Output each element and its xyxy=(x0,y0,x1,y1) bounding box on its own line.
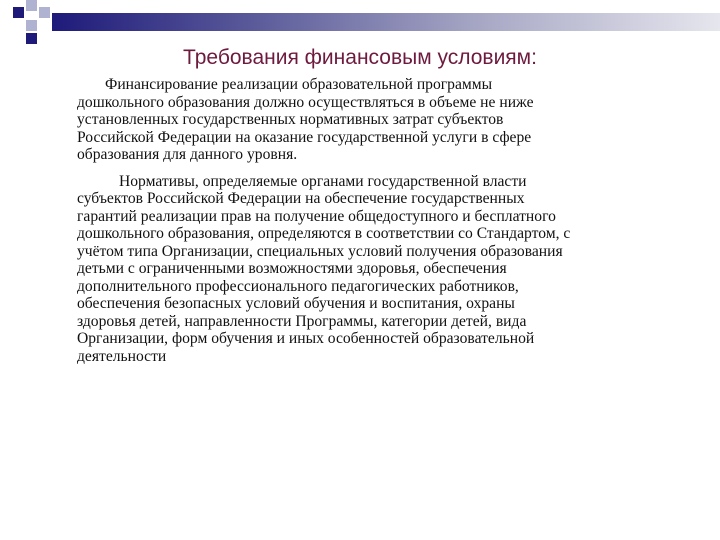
paragraph-line: здоровья детей, направленности Программы, категории детей, вида xyxy=(77,312,527,330)
slide-title: Требования финансовым условиям: xyxy=(183,46,537,69)
paragraph-line: детьми с ограниченными возможностями здоровья, обеспечения xyxy=(77,260,507,277)
decor-square-1 xyxy=(13,7,24,18)
paragraph-line: дошкольного образования должно осуществляться в объеме не ниже xyxy=(77,93,534,111)
paragraph-line: образования для данного уровня. xyxy=(77,146,298,163)
paragraph-line: Нормативы, определяемые органами государственной власти xyxy=(119,172,527,190)
paragraph-line: Организации, форм обучения и иных особенностей образовательной xyxy=(77,330,535,347)
slide-body xyxy=(77,76,657,365)
paragraph-line: деятельности xyxy=(77,347,167,365)
paragraph-funding xyxy=(77,76,657,164)
decor-square-2 xyxy=(26,0,37,11)
paragraph-line: установленных государственных нормативных затрат субъектов xyxy=(77,111,504,128)
paragraph-line: Российской Федерации на оказание государственной услуги в сфере xyxy=(77,128,532,146)
top-gradient-bar xyxy=(52,13,720,31)
decor-square-5 xyxy=(26,33,37,44)
paragraph-line: обеспечения безопасных условий обучения и воспитания, охраны xyxy=(77,295,515,312)
paragraph-line: учётом типа Организации, специальных условий получения образования xyxy=(77,242,563,260)
paragraph-line: гарантий реализации прав на получение общедоступного и бесплатного xyxy=(77,207,556,225)
paragraph-line: дошкольного образования, определяются в соответствии со Стандартом, с xyxy=(77,225,571,242)
paragraph-line: Финансирование реализации образовательной программы xyxy=(105,76,493,93)
paragraph-norms xyxy=(77,173,657,366)
decor-square-4 xyxy=(26,20,37,31)
decor-square-3 xyxy=(39,7,50,18)
paragraph-line: дополнительного профессионального педагогических работников, xyxy=(77,277,519,295)
paragraph-line: субъектов Российской Федерации на обеспечение государственных xyxy=(77,190,525,207)
